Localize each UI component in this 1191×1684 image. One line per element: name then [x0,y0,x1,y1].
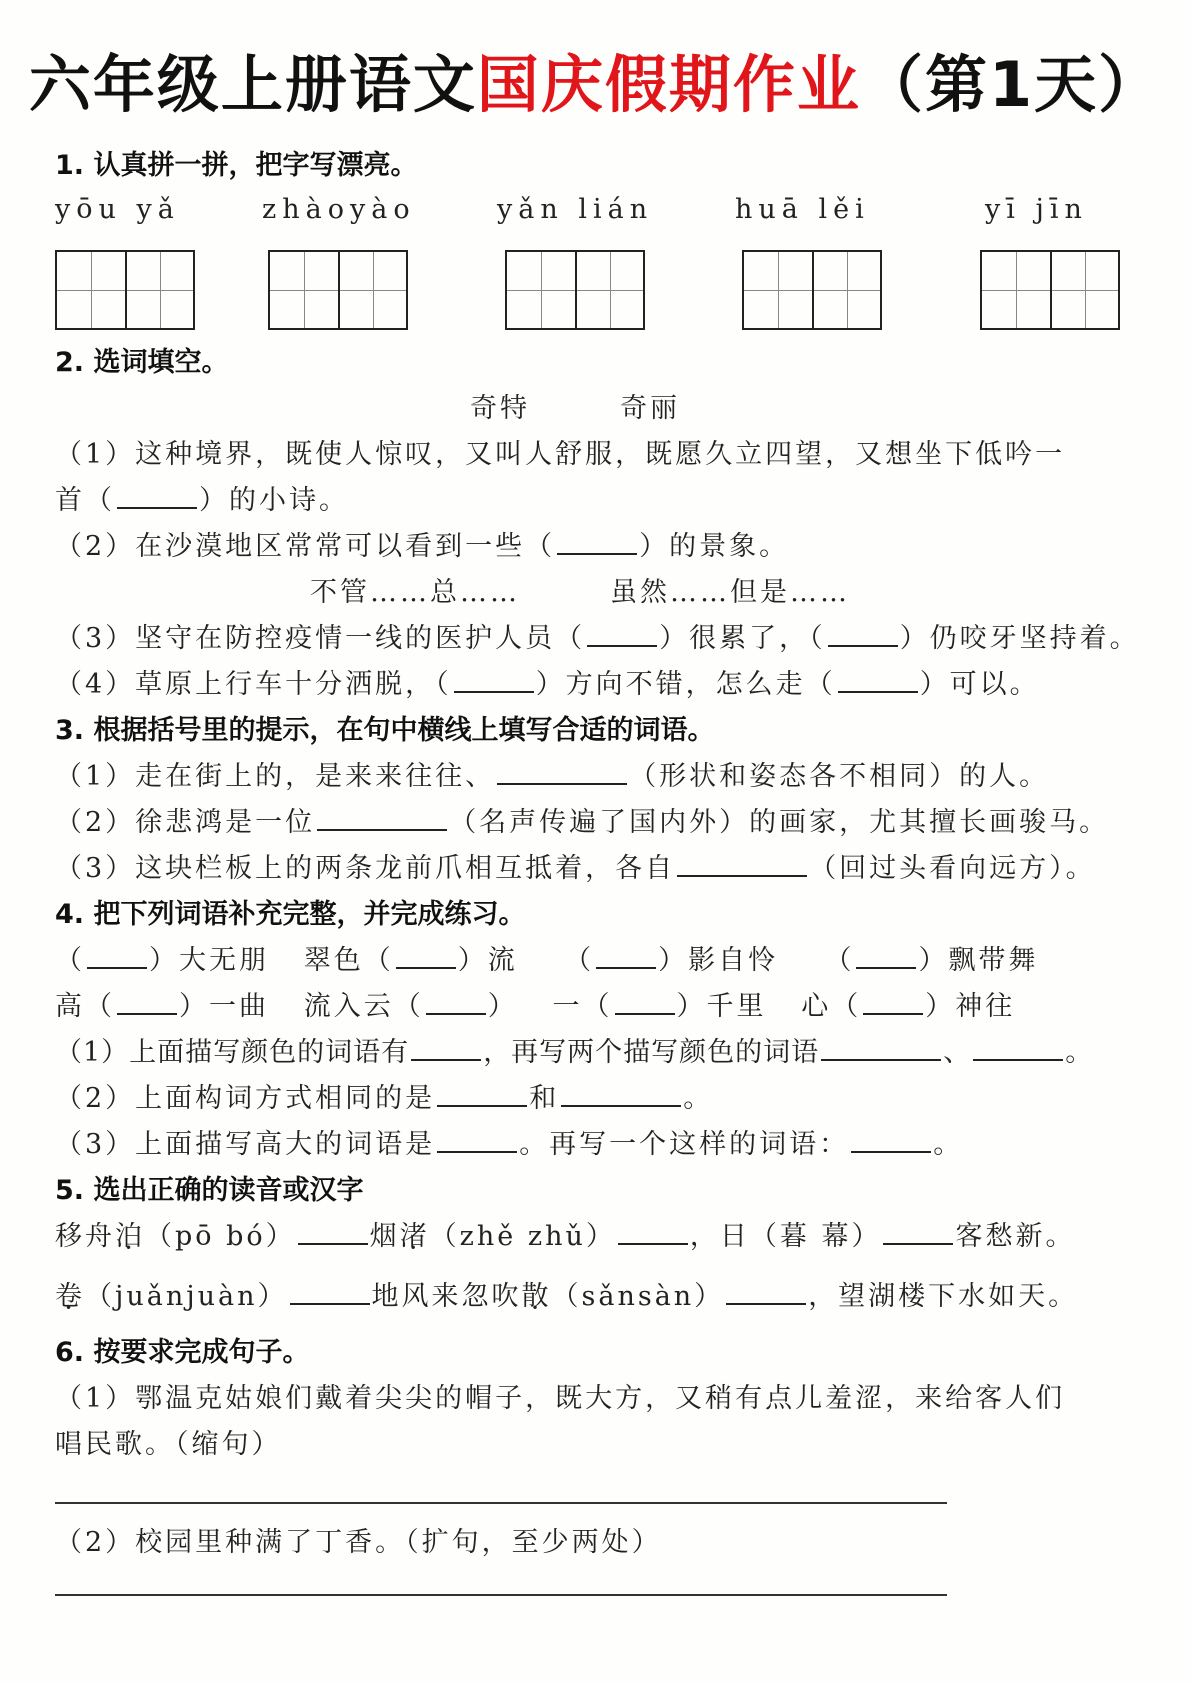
blank-q4-idiom-5[interactable] [117,993,177,1015]
blank-q2-4b[interactable] [838,671,918,693]
blank-q3-3[interactable] [677,855,807,877]
blank-q4-idiom-7[interactable] [615,993,675,1015]
text: ）可以。 [919,669,1040,700]
blank-q4-idiom-3[interactable] [596,947,656,969]
text: （2）徐悲鸿是一位 [55,807,316,838]
writing-grid-4[interactable] [742,250,882,330]
text: （juǎnjuàn） [85,1281,288,1312]
answer-line-2[interactable] [55,1594,947,1596]
text: 。 [1065,1037,1094,1068]
q5-heading: 5. 选出正确的读音或汉字 [55,1175,364,1206]
blank-q5-1[interactable] [298,1223,368,1245]
q6-sentence-1a: （1）鄂温克姑娘们戴着尖尖的帽子，既大方，又稍有点儿羞涩，来给客人们 [55,1383,1066,1414]
text: ，望湖楼下水如天。 [808,1281,1079,1312]
q4-idiom-row-2 [55,989,1015,1025]
title-grade: 六年级上册语文 [28,48,477,121]
writing-grid-3[interactable] [505,250,645,330]
q6-sentence-2: （2）校园里种满了丁香。（扩句，至少两处） [55,1527,662,1558]
text: ）很累了，（ [659,623,826,654]
blank-q5-3[interactable] [883,1223,953,1245]
writing-grid-5[interactable] [980,250,1120,330]
text: （pō bó） [145,1221,296,1252]
text: （ [564,945,595,976]
q2-word-options-1: 奇特 奇丽 [470,393,680,424]
title-holiday-homework: 国庆假期作业 [476,48,861,121]
text: （3）坚守在防控疫情一线的医护人员（ [55,623,586,654]
text: ） [487,991,518,1022]
text: （2）上面构词方式相同的是 [55,1083,436,1114]
text: ）飘带舞 [918,945,1039,976]
text: 。再写一个这样的词语： [519,1129,850,1160]
text: （名声传遍了国内外）的画家，尤其擅长画骏马。 [449,807,1110,838]
q1-pinyin-3: yǎn lián [497,194,654,225]
text: ，日（暮 幕） [689,1221,882,1252]
q1-pinyin-2: zhàoyào [262,194,416,225]
text: 。 [683,1083,714,1114]
text: 地风来忽吹 [371,1281,522,1312]
q2-sentence-1b [55,483,349,519]
blank-q5-2[interactable] [618,1223,688,1245]
text: （3）上面描写高大的词语是 [55,1129,436,1160]
q1-pinyin-5: yī jīn [985,194,1088,225]
q4-exercise-1 [55,1035,1093,1071]
writing-grid-2[interactable] [268,250,408,330]
text: ）神往 [925,991,1016,1022]
q4-idiom-row-1 [55,943,1038,979]
dotted-char: 泊 [115,1221,145,1252]
q2-sentence-2 [55,529,789,565]
q2-sentence-3 [55,621,1140,657]
blank-q2-1[interactable] [117,487,197,509]
answer-line-1[interactable] [55,1502,947,1504]
text: （4）草原上行车十分洒脱，（ [55,669,452,700]
writing-grid-1[interactable] [55,250,195,330]
text: （ [824,945,855,976]
q5-line-2 [55,1279,1078,1315]
q5-line-1 [55,1219,1075,1255]
q1-pinyin-4: huā lěi [735,194,870,225]
text: ）一曲 [179,991,269,1022]
q2-sentence-4 [55,667,1040,703]
blank-q2-3b[interactable] [828,625,898,647]
blank-q2-4a[interactable] [454,671,534,693]
blank-q4-idiom-1[interactable] [87,947,147,969]
blank-q4-1c[interactable] [973,1039,1063,1061]
page-title [0,40,1191,130]
q3-heading: 3. 根据括号里的提示，在句中横线上填写合适的词语。 [55,715,715,746]
text: 烟 [369,1221,400,1252]
blank-q5-5[interactable] [726,1283,806,1305]
text: （zhě zhǔ） [429,1221,616,1252]
blank-q2-3a[interactable] [587,625,657,647]
q4-heading: 4. 把下列词语补充完整，并完成练习。 [55,899,526,930]
blank-q4-2b[interactable] [561,1085,681,1107]
text: 、 [943,1037,972,1068]
text: 。 [933,1129,964,1160]
q2-word-options-2: 不管……总…… 虽然……但是…… [310,577,850,608]
text: ）的小诗。 [199,485,349,516]
q2-heading: 2. 选词填空。 [55,347,229,378]
text: 高（ [55,991,115,1022]
dotted-char: 卷 [55,1281,85,1312]
text: ）大无朋 [149,945,269,976]
blank-q4-3a[interactable] [437,1131,517,1153]
blank-q4-idiom-6[interactable] [426,993,486,1015]
text: 移舟 [55,1221,115,1252]
q1-heading: 1. 认真拼一拼，把字写漂亮。 [55,150,418,181]
q6-sentence-1b: 唱民歌。（缩句） [55,1429,282,1460]
text: 翠色（ [303,945,394,976]
title-day: （第1天） [860,48,1163,121]
text: 流入云（ [303,991,424,1022]
blank-q3-1[interactable] [497,763,627,785]
blank-q4-2a[interactable] [437,1085,527,1107]
text: 首（ [55,485,115,516]
blank-q2-2[interactable] [557,533,637,555]
q4-exercise-2 [55,1081,713,1117]
blank-q4-idiom-2[interactable] [396,947,456,969]
q3-sentence-2 [55,805,1109,841]
q3-sentence-3 [55,851,1096,887]
blank-q3-2[interactable] [317,809,447,831]
text: ，再写两个描写颜色的词语 [483,1037,820,1068]
q1-pinyin-1: yōu yǎ [55,194,180,225]
blank-q4-idiom-8[interactable] [863,993,923,1015]
blank-q4-3b[interactable] [851,1131,931,1153]
text: ）仍咬牙坚持着。 [899,623,1140,654]
blank-q4-1b[interactable] [821,1039,941,1061]
text: （1）上面描写颜色的词语有 [55,1037,410,1068]
text: （形状和姿态各不相同）的人。 [629,761,1050,792]
q3-sentence-1 [55,759,1049,795]
dotted-char: 散 [521,1281,552,1312]
q6-heading: 6. 按要求完成句子。 [55,1337,310,1368]
text: （sǎnsàn） [551,1281,725,1312]
blank-q4-idiom-4[interactable] [856,947,916,969]
text: ）影自怜 [658,945,779,976]
blank-q5-4[interactable] [290,1283,370,1305]
text: 一（ [552,991,613,1022]
q4-exercise-3 [55,1127,963,1163]
text: ）方向不错，怎么走（ [535,669,836,700]
text: ）千里 [676,991,767,1022]
text: ）流 [457,945,518,976]
blank-q4-1a[interactable] [411,1039,481,1061]
text: （2）在沙漠地区常常可以看到一些（ [55,531,556,562]
text: 和 [529,1083,560,1114]
text: 心（ [801,991,862,1022]
text: （1）走在街上的，是来来往往、 [55,761,496,792]
text: （ [55,945,85,976]
text: （回过头看向远方）。 [809,853,1096,884]
text: （3）这块栏板上的两条龙前爪相互抵着，各自 [55,853,676,884]
text: ）的景象。 [639,531,790,562]
q2-sentence-1a: （1）这种境界，既使人惊叹，又叫人舒服，既愿久立四望，又想坐下低吟一 [55,439,1066,470]
dotted-char: 渚 [399,1221,430,1252]
text: 客愁新。 [955,1221,1076,1252]
